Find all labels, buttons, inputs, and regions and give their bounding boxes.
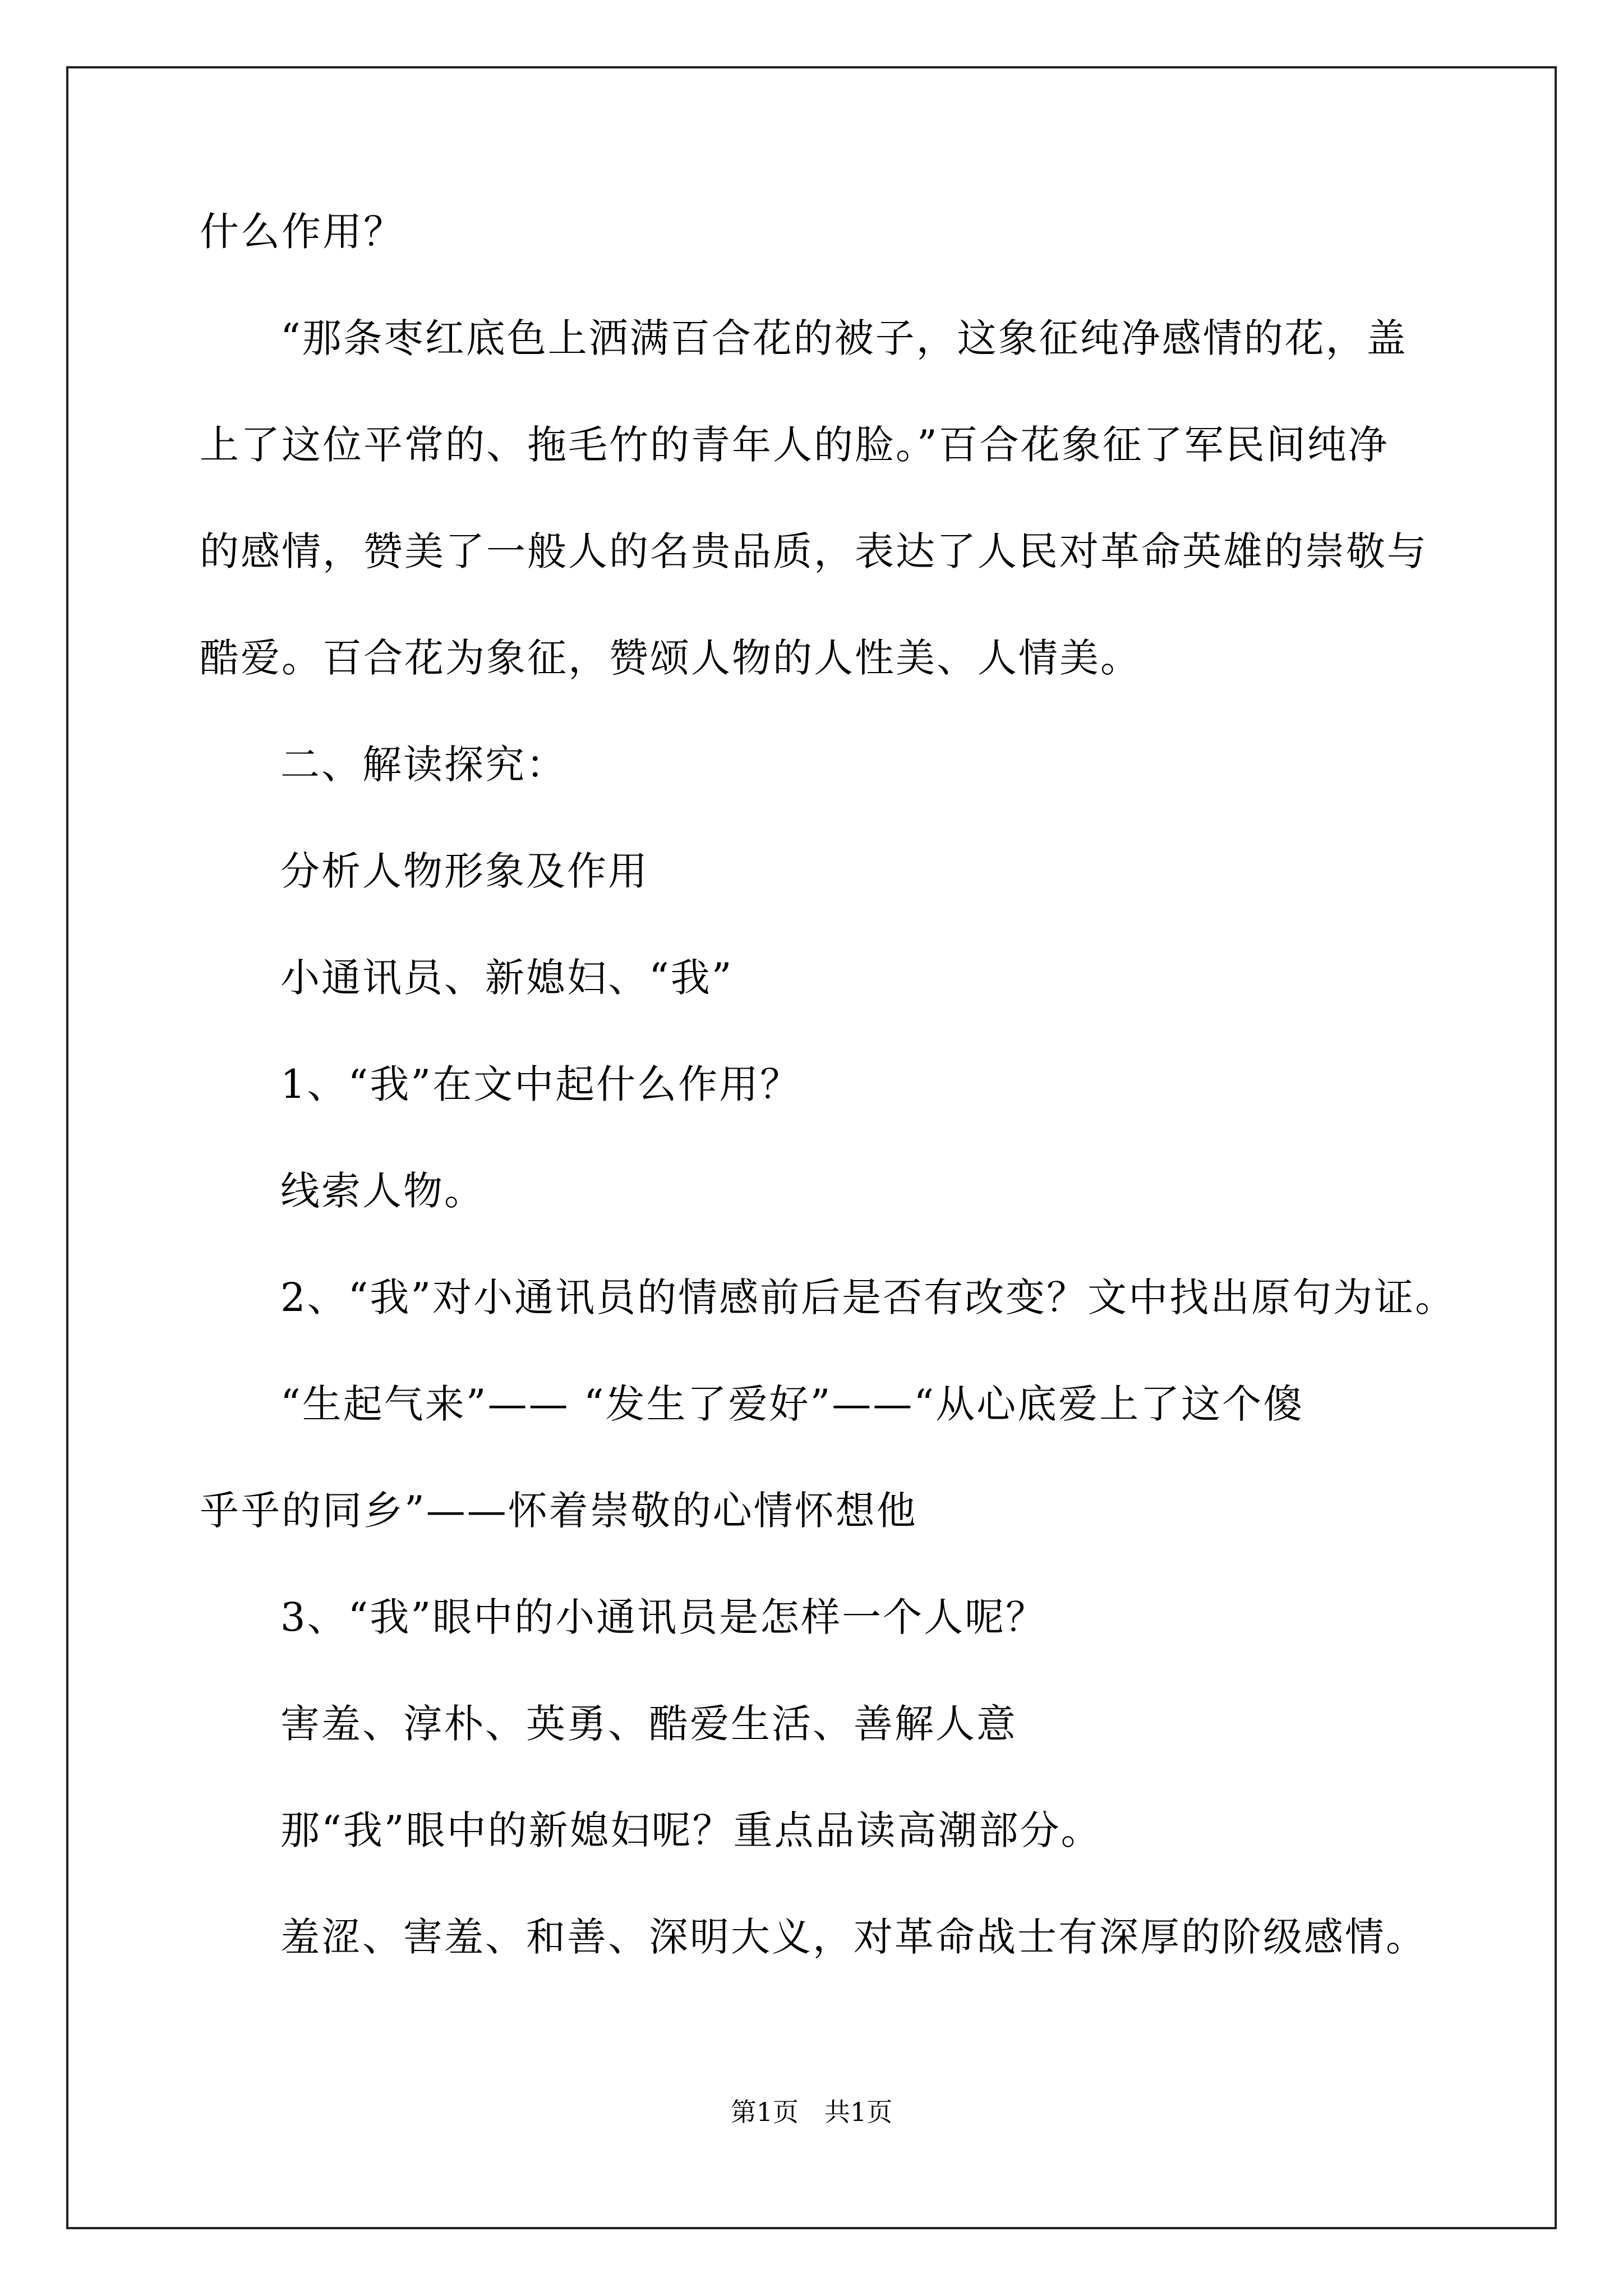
answer-line: 线索人物。	[280, 1168, 485, 1214]
question-line: 1、“我”在文中起什么作用？	[280, 1061, 801, 1107]
document-body	[200, 205, 1456, 1964]
page-number: 第1页	[730, 2097, 799, 2127]
text-line: 的感情，赞美了一般人的名贵品质，表达了人民对革命英雄的崇敬与	[200, 528, 1428, 574]
text-line: 上了这位平常的、拖毛竹的青年人的脸。”百合花象征了军民间纯净	[200, 422, 1389, 468]
paragraph-2	[200, 311, 1428, 685]
page-footer	[0, 2095, 1623, 2129]
answer-line: 羞涩、害羞、和善、深明大义，对革命战士有深厚的阶级感情。	[280, 1914, 1427, 1960]
answer-line: 害羞、淳朴、英勇、酷爱生活、善解人意	[280, 1701, 1017, 1747]
answer-line: “生起气来”—— “发生了爱好”——“从心底爱上了这个傻	[280, 1381, 1304, 1427]
paragraph-5	[200, 951, 1428, 1005]
text-line: 酷爱。百合花为象征，赞颂人物的人性美、人情美。	[200, 635, 1141, 681]
text-line: 分析人物形象及作用	[280, 848, 649, 894]
text-line: “那条枣红底色上洒满百合花的被子，这象征纯净感情的花，盖	[280, 315, 1408, 361]
paragraph-12	[200, 1803, 1428, 1857]
answer-line: 乎乎的同乡”——怀着崇敬的心情怀想他	[200, 1488, 917, 1534]
section-heading: 二、解读探究：	[280, 742, 567, 788]
question-line: 2、“我”对小通讯员的情感前后是否有改变？文中找出原句为证。	[280, 1274, 1456, 1320]
paragraph-8	[200, 1271, 1456, 1324]
paragraph-3	[200, 738, 1428, 792]
paragraph-4	[200, 844, 1428, 898]
paragraph-11	[200, 1697, 1428, 1751]
paragraph-7	[200, 1164, 1428, 1218]
text-line: 小通讯员、新媳妇、“我”	[280, 955, 734, 1001]
paragraph-13	[200, 1910, 1428, 1964]
paragraph-10	[200, 1590, 1428, 1644]
paragraph-6	[200, 1057, 1428, 1111]
paragraph-9	[200, 1377, 1428, 1538]
page-total: 共1页	[824, 2097, 893, 2127]
question-line: 3、“我”眼中的小通讯员是怎样一个人呢？	[280, 1594, 1047, 1640]
paragraph-1	[200, 205, 1428, 259]
question-line: 那“我”眼中的新媳妇呢？重点品读高潮部分。	[280, 1807, 1102, 1853]
text-line: 什么作用？	[200, 209, 404, 255]
